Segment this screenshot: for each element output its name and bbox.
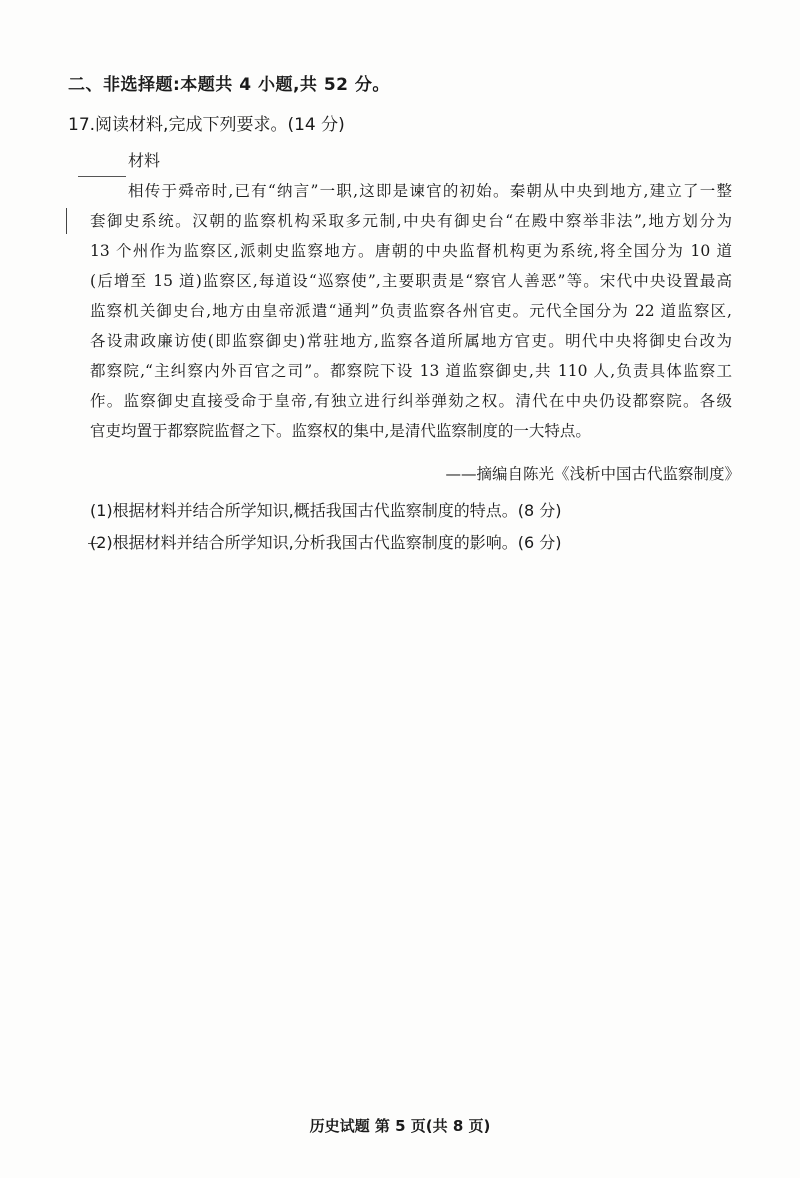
material-label: 材料 (128, 151, 161, 170)
question-title: 17.阅读材料,完成下列要求。(14 分) (68, 115, 345, 135)
material-line: 各设肃政廉访使(即监察御史)常驻地方,监察各道所属地方官吏。明代中央将御史台改为 (90, 332, 732, 350)
material-line: 相传于舜帝时,已有“纳言”一职,这即是谏官的初始。秦朝从中央到地方,建立了一整 (128, 182, 732, 200)
section-heading: 二、非选择题:本题共 4 小题,共 52 分。 (68, 75, 390, 95)
material-line: 作。监察御史直接受命于皇帝,有独立进行纠举弹劾之权。清代在中央仍设都察院。各级 (90, 392, 732, 410)
scan-mark (66, 208, 67, 234)
material-line: 官吏均置于都察院监督之下。监察权的集中,是清代监察制度的一大特点。 (90, 422, 591, 440)
sub-question-2: (2)根据材料并结合所学知识,分析我国古代监察制度的影响。(6 分) (90, 533, 562, 552)
sub-question-1: (1)根据材料并结合所学知识,概括我国古代监察制度的特点。(8 分) (90, 501, 562, 520)
material-line: 套御史系统。汉朝的监察机构采取多元制,中央有御史台“在殿中察举非法”,地方划分为 (90, 212, 732, 230)
material-passage (90, 176, 732, 446)
page-footer: 历史试题 第 5 页(共 8 页) (309, 1117, 491, 1135)
material-source: ——摘编自陈光《浅析中国古代监察制度》 (445, 465, 740, 483)
material-line: 13 个州作为监察区,派刺史监察地方。唐朝的中央监督机构更为系统,将全国分为 10 道 (90, 242, 732, 260)
material-line: 都察院,“主纠察内外百官之司”。都察院下设 13 道监察御史,共 110 人,负责具体监察工 (90, 362, 732, 380)
material-line: 监察机关御史台,地方由皇帝派遣“通判”负责监察各州官吏。元代全国分为 22 道监察区, (90, 302, 732, 320)
material-line: (后增至 15 道)监察区,每道设“巡察使”,主要职责是“察官人善恶”等。宋代中央设置最高 (90, 272, 732, 290)
